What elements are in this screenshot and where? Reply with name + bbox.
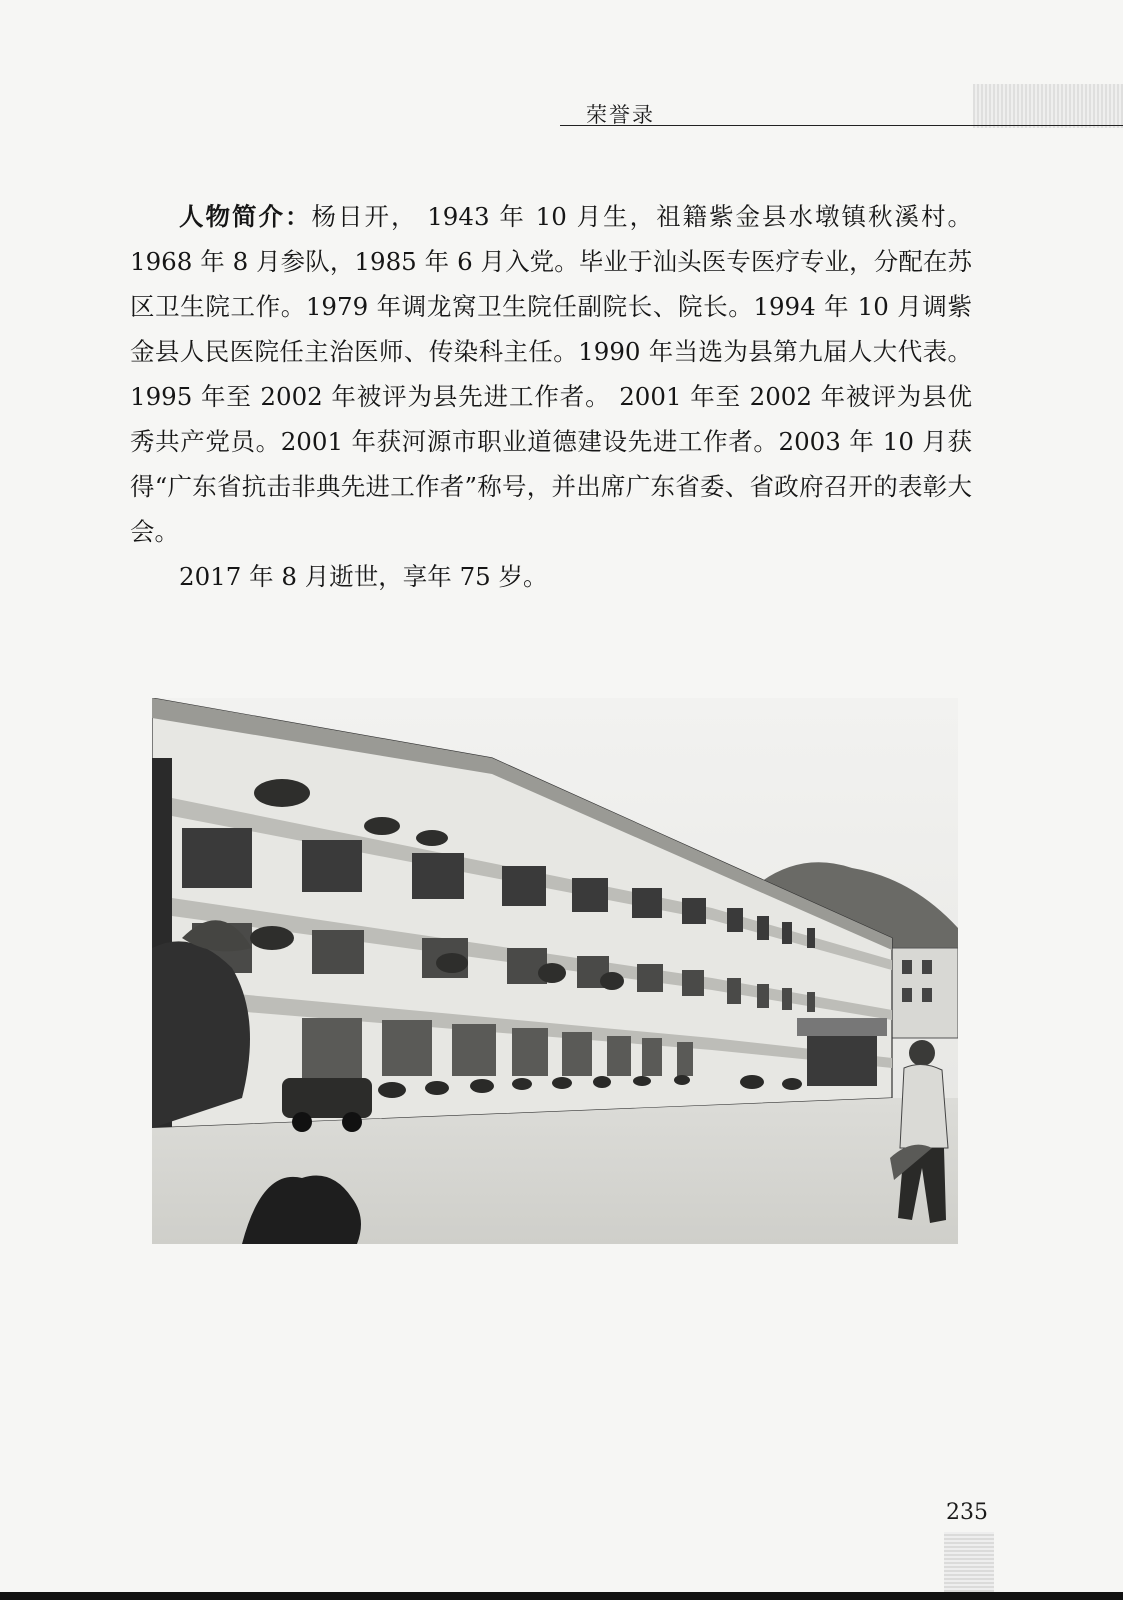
- page-number: 235: [946, 1500, 988, 1525]
- scan-halftone-strip-bottom: [944, 1532, 994, 1600]
- scan-halftone-strip: [973, 84, 1123, 128]
- scan-edge: [0, 1592, 1123, 1600]
- biography-label: 人物简介：: [179, 202, 312, 231]
- biography-text: 杨日开， 1943 年 10 月生，祖籍紫金县水墩镇秋溪村。1968 年 8 月参队，1985 年 6 月入党。毕业于汕头医专医疗专业，分配在苏区卫生院工作。1979 年调龙窝卫生院任副院长、院长。1994 年 10 月调紫金县人民医院任主治医师、传染科主任。1990 年当选为县第九届人大代表。 1995 年至 2002 年被评为县先进工作者。 2001 年至 2002 年被评为县优秀共产党员。2001 年获河源市职业道德建设先进工作者。2003 年 10 月获得“广东省抗击非典先进工作者”称号，并出席广东省委、省政府召开的表彰大会。: [130, 202, 972, 546]
- hospital-building-photo: [152, 698, 958, 1244]
- biography-paragraph: [130, 194, 972, 554]
- biography-article: [130, 194, 972, 599]
- running-title: 荣誉录: [586, 103, 655, 127]
- header-rule: [560, 125, 1123, 126]
- running-header: [0, 0, 1123, 140]
- death-note: 2017 年 8 月逝世，享年 75 岁。: [179, 562, 548, 591]
